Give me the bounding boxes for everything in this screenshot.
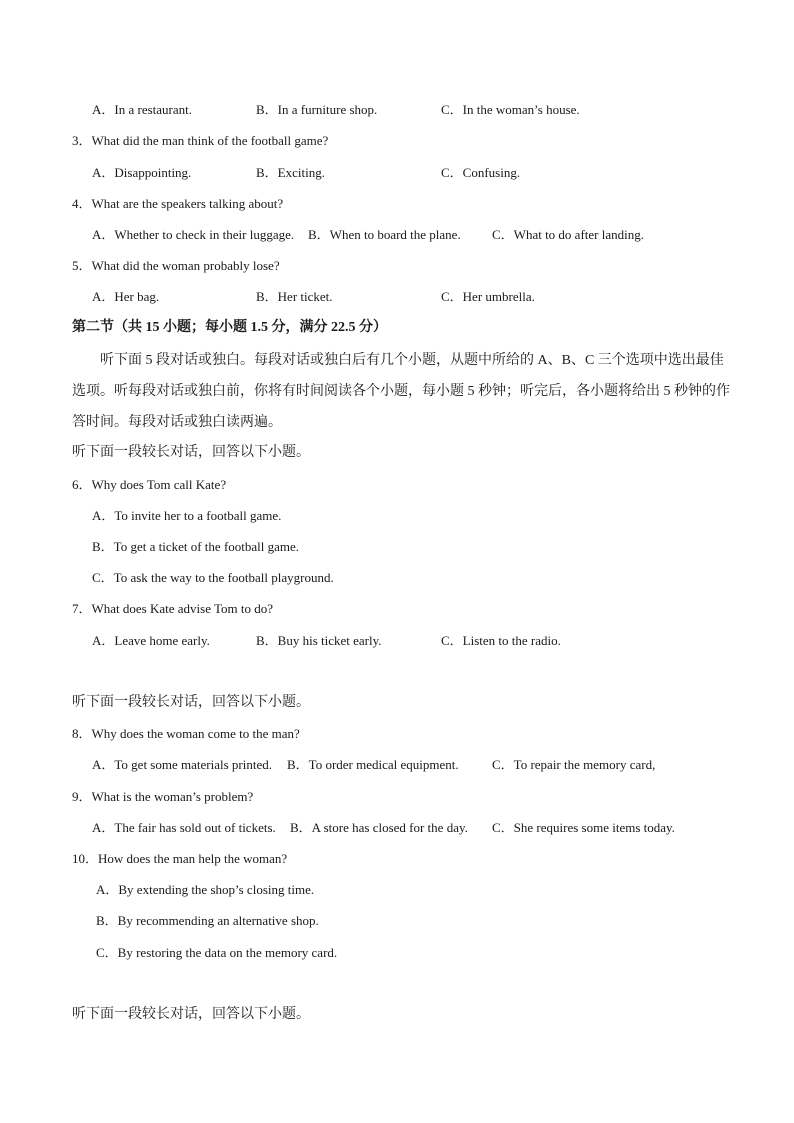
- q5-option-a: A．Her bag.: [92, 289, 160, 304]
- q9-stem: 9．What is the woman’s problem?: [72, 789, 254, 804]
- q6-stem: 6．Why does Tom call Kate?: [72, 477, 227, 492]
- q10-option-c: C．By restoring the data on the memory card.: [96, 945, 338, 960]
- q3-stem: 3．What did the man think of the football game?: [72, 133, 329, 148]
- q8-stem: 8．Why does the woman come to the man?: [72, 726, 300, 741]
- q7-option-c: C．Listen to the radio.: [441, 633, 561, 648]
- q2-option-c: C．In the woman’s house.: [441, 102, 580, 117]
- q10-option-b: B．By recommending an alternative shop.: [96, 913, 319, 928]
- q4-option-c: C．What to do after landing.: [492, 227, 644, 242]
- q7-stem: 7．What does Kate advise Tom to do?: [72, 601, 274, 616]
- q2-option-a: A．In a restaurant.: [92, 102, 192, 117]
- q9-option-c: C．She requires some items today.: [492, 820, 675, 835]
- q7-option-a: A．Leave home early.: [92, 633, 210, 648]
- q6-option-b: B．To get a ticket of the football game.: [92, 539, 300, 554]
- q4-stem: 4．What are the speakers talking about?: [72, 196, 284, 211]
- q8-option-a: A．To get some materials printed.: [92, 757, 272, 772]
- group1-intro: 听下面一段较长对话，回答以下小题。: [72, 445, 310, 460]
- q8-option-b: B．To order medical equipment.: [287, 757, 459, 772]
- q7-option-b: B．Buy his ticket early.: [256, 633, 382, 648]
- section-instructions: 听下面 5 段对话或独白。每段对话或独白后有几个小题，从题中所给的 A、B、C 三个选项中选出最佳选项。听每段对话或独白前，你将有时间阅读各个小题，每小题 5 秒钟；听完后，各小题将给出 5 秒钟的作答时间。每段对话或独白读两遍。: [72, 353, 730, 430]
- q5-stem: 5．What did the woman probably lose?: [72, 258, 280, 273]
- q4-option-a: A．Whether to check in their luggage.: [92, 227, 295, 242]
- group2-intro: 听下面一段较长对话，回答以下小题。: [72, 695, 310, 710]
- q3-option-a: A．Disappointing.: [92, 165, 192, 180]
- q10-stem: 10．How does the man help the woman?: [72, 851, 288, 866]
- q9-option-b: B．A store has closed for the day.: [290, 820, 468, 835]
- q9-option-a: A．The fair has sold out of tickets.: [92, 820, 276, 835]
- q8-option-c: C．To repair the memory card,: [492, 757, 656, 772]
- q4-option-b: B．When to board the plane.: [308, 227, 461, 242]
- q3-option-c: C．Confusing.: [441, 165, 521, 180]
- q5-option-b: B．Her ticket.: [256, 289, 333, 304]
- q3-option-b: B．Exciting.: [256, 165, 325, 180]
- q5-option-c: C．Her umbrella.: [441, 289, 535, 304]
- group3-intro: 听下面一段较长对话，回答以下小题。: [72, 1007, 310, 1022]
- q6-option-c: C．To ask the way to the football playground.: [92, 570, 334, 585]
- q10-option-a: A．By extending the shop’s closing time.: [96, 882, 315, 897]
- q2-option-b: B．In a furniture shop.: [256, 102, 378, 117]
- q6-option-a: A．To invite her to a football game.: [92, 508, 282, 523]
- section-title: 第二节（共 15 小题；每小题 1.5 分，满分 22.5 分）: [72, 320, 387, 335]
